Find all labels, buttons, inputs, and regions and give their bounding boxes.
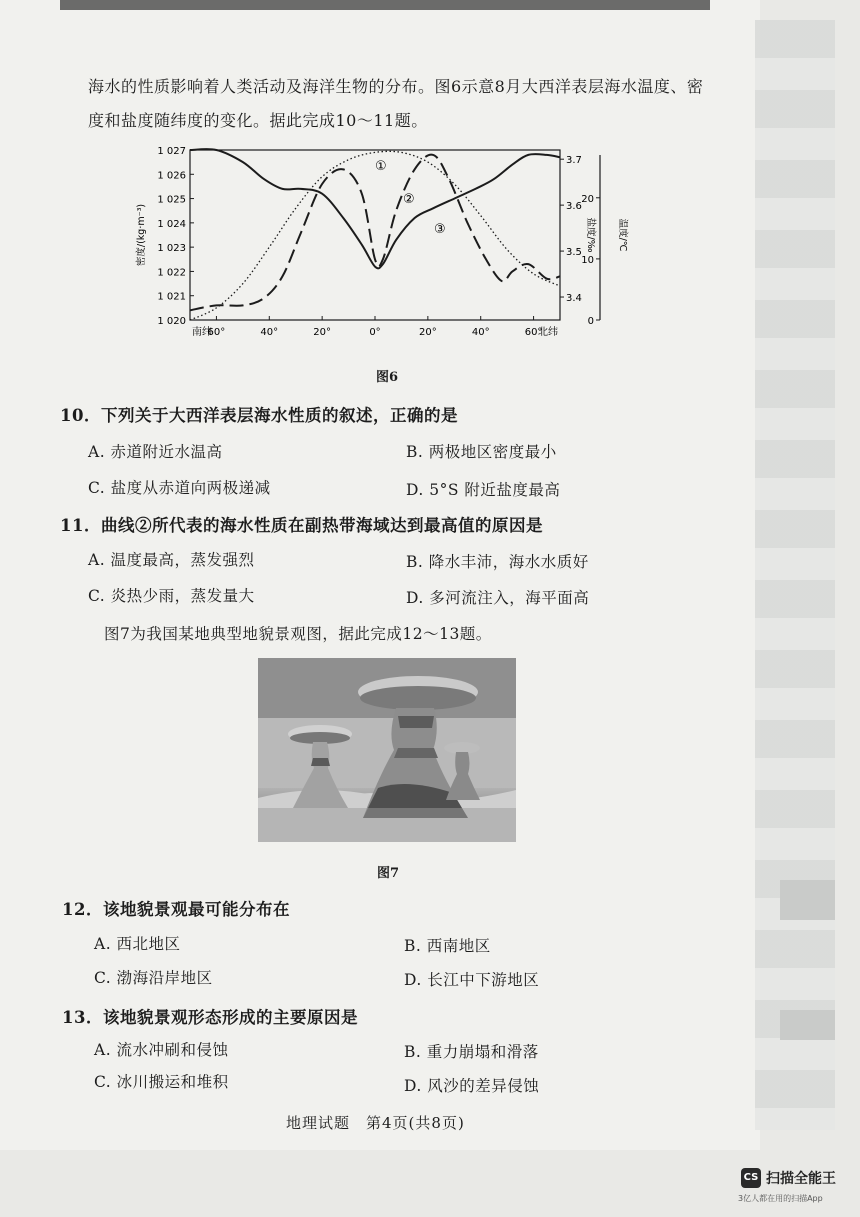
figure6-chart: [130, 140, 630, 350]
q12-stem: 12．该地貌景观最可能分布在: [62, 900, 290, 919]
salinity-tick-label: 3.5: [566, 247, 582, 259]
figure7-landform-photo: [258, 658, 516, 842]
temperature-axis-label: 温度/℃: [617, 218, 628, 252]
x-tick-label: 40°: [471, 327, 490, 338]
q13-option-c: C. 冰川搬运和堆积: [94, 1073, 229, 1091]
intro-line-1: 海水的性质影响着人类活动及海洋生物的分布。图6示意8月大西洋表层海水温度、密: [88, 77, 704, 96]
camscanner-logo-icon: CS: [741, 1168, 761, 1188]
figure7-caption: 图7: [377, 866, 400, 881]
x-tick-label: 南纬: [192, 327, 212, 338]
temperature-tick-label: 10: [581, 254, 594, 266]
q13-option-b: B. 重力崩塌和滑落: [404, 1043, 539, 1061]
plot-frame: [190, 150, 560, 320]
intro-line-2: 度和盐度随纬度的变化。据此完成10～11题。: [88, 111, 428, 130]
x-tick-label: 40°: [260, 327, 279, 338]
camscanner-name: 扫描全能王: [766, 1171, 836, 1187]
q11-option-b: B. 降水丰沛，海水水质好: [406, 553, 589, 571]
salinity-tick-label: 3.4: [566, 293, 582, 305]
temperature-tick-label: 20: [581, 193, 594, 205]
density-tick-label: 1 025: [157, 194, 186, 206]
q13-option-a: A. 流水冲刷和侵蚀: [94, 1041, 229, 1059]
bleed-through-margin: [755, 20, 835, 1130]
x-tick-label: 60°: [524, 327, 543, 338]
figure6-caption: 图6: [376, 370, 399, 385]
page-footer: 地理试题 第4页(共8页): [286, 1114, 465, 1132]
salinity-tick-label: 3.7: [566, 155, 582, 167]
q12-option-a: A. 西北地区: [94, 935, 181, 953]
q11-stem: 11．曲线②所代表的海水性质在副热带海域达到最高值的原因是: [60, 516, 543, 535]
bleed-block: [780, 1010, 835, 1040]
density-tick-label: 1 021: [157, 291, 186, 303]
camscanner-tagline: 3亿人都在用的扫描App: [738, 1194, 823, 1203]
salinity-tick-label: 3.6: [566, 201, 582, 213]
mushroom-rock-illustration: [258, 658, 516, 842]
q10-option-c: C. 盐度从赤道向两极递减: [88, 479, 271, 497]
q11-option-d: D. 多河流注入，海平面高: [406, 589, 590, 607]
x-tick-label: 20°: [313, 327, 332, 338]
series-2-salinity: [190, 155, 560, 311]
q12-option-d: D. 长江中下游地区: [404, 971, 540, 989]
density-tick-label: 1 026: [157, 170, 186, 182]
q11-option-c: C. 炎热少雨，蒸发量大: [88, 587, 255, 605]
x-tick-label: 北纬: [538, 327, 558, 338]
salinity-axis-label: 盐度/‰: [585, 217, 596, 253]
q10-option-d: D. 5°S 附近盐度最高: [406, 481, 561, 499]
bleed-block: [780, 880, 835, 920]
series-label-2: ②: [403, 192, 415, 207]
series-1-temperature: [190, 151, 560, 320]
density-axis-label: 密度/(kg·m⁻³): [136, 203, 147, 267]
q13-option-d: D. 风沙的差异侵蚀: [404, 1077, 540, 1095]
density-tick-label: 1 020: [157, 316, 186, 327]
temperature-tick-label: 0: [587, 316, 594, 327]
q12-option-c: C. 渤海沿岸地区: [94, 969, 213, 987]
density-tick-label: 1 023: [157, 243, 186, 255]
x-tick-label: 60°: [207, 327, 226, 338]
x-tick-label: 0°: [369, 327, 381, 338]
x-tick-label: 20°: [418, 327, 437, 338]
density-tick-label: 1 022: [157, 267, 186, 279]
top-edge-shadow: [60, 0, 710, 10]
intro-2: 图7为我国某地典型地貌景观图，据此完成12～13题。: [104, 625, 492, 643]
q10-stem: 10．下列关于大西洋表层海水性质的叙述，正确的是: [60, 406, 458, 425]
q13-stem: 13．该地貌景观形态形成的主要原因是: [62, 1008, 358, 1027]
density-tick-label: 1 027: [157, 146, 186, 157]
series-label-3: ③: [434, 222, 446, 237]
q12-option-b: B. 西南地区: [404, 937, 491, 955]
q11-option-a: A. 温度最高，蒸发强烈: [88, 551, 255, 569]
q10-option-b: B. 两极地区密度最小: [406, 443, 557, 461]
q10-option-a: A. 赤道附近水温高: [88, 443, 223, 461]
density-tick-label: 1 024: [157, 218, 186, 230]
series-label-1: ①: [375, 159, 387, 174]
